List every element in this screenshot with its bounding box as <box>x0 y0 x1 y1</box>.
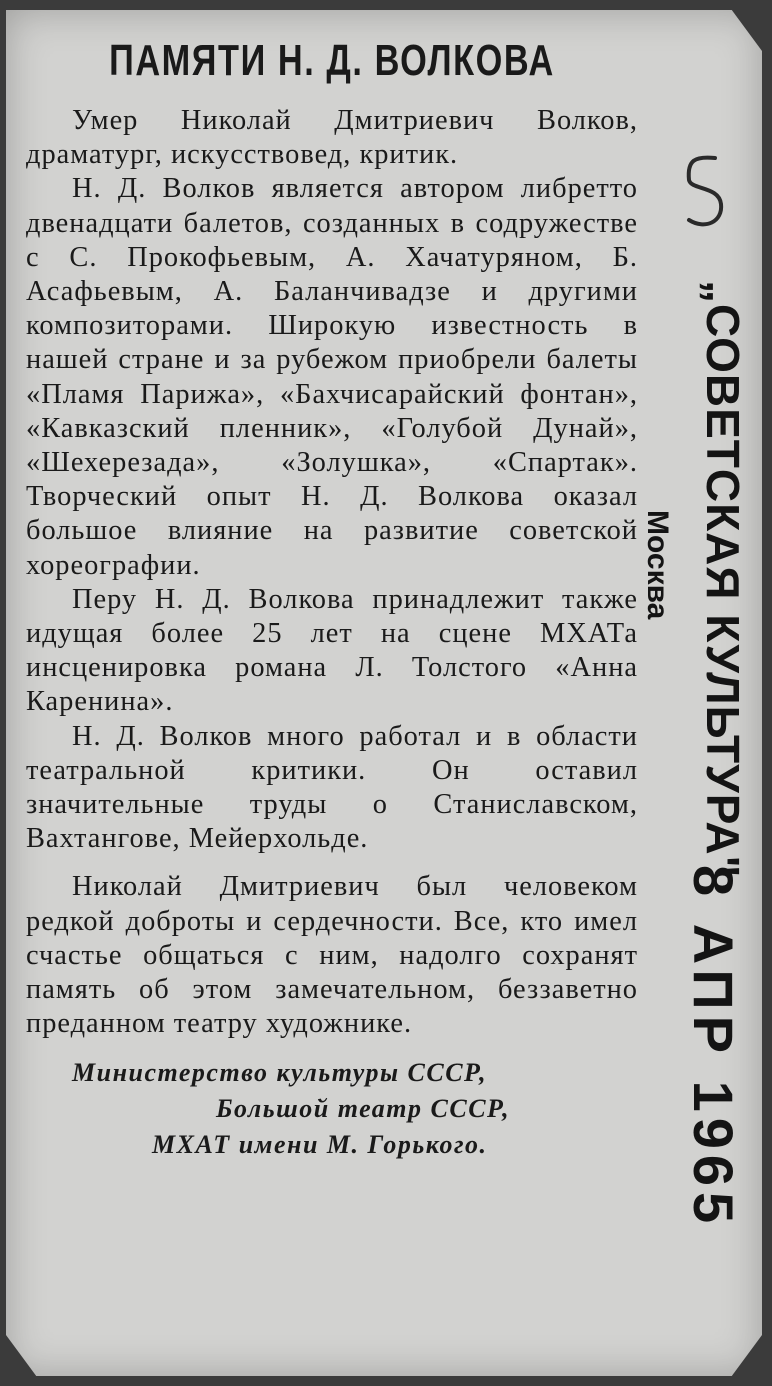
paragraph-2: Н. Д. Волков является автором либретто двенадцати балетов, созданных в содружестве с С. Прокофьевым, А. Хачатуряном, Б. Асафьевым, А. Баланчивадзе и другими композиторами. Широкую известность в нашей стране и за рубежом приобрели балеты «Пламя Парижа», «Бахчисарайский фонтан», «Кавказский пленник», «Голубой Дунай», «Шехерезада», «Золушка», «Спартак». Творческий опыт Н. Д. Волкова оказал большое влияние на развитие советской хореографии. <box>26 173 638 581</box>
obituary-article <box>26 30 638 1163</box>
signature-mxat: МХАТ имени М. Горького. <box>152 1130 488 1160</box>
paragraph-3: Перу Н. Д. Волкова принадлежит также идущая более 25 лет на сцене МХАТа инсценировка романа Л. Толстого «Анна Каренина». <box>26 583 638 718</box>
stamp-date: 8 АПР 1965 <box>682 865 745 1230</box>
signature-ministry: Министерство культуры СССР, <box>72 1058 488 1088</box>
paragraph-5: Николай Дмитриевич был человеком редкой доброты и сердечности. Все, кто имел счастье общаться с ним, надолго сохранят память об этом замечательном, беззаветно преданном театру художнике. <box>26 871 638 1040</box>
signature-block <box>26 1055 638 1163</box>
stamp-newspaper-name: „СОВЕТСКАЯ КУЛЬТУРА" <box>697 280 749 879</box>
headline: ПАМЯТИ Н. Д. ВОЛКОВА <box>109 36 555 85</box>
newspaper-stamp <box>596 150 766 1230</box>
signature-bolshoi: Большой театр СССР, <box>216 1094 511 1124</box>
stamp-city: Москва <box>641 510 674 620</box>
paragraph-4: Н. Д. Волков много работал и в области театральной критики. Он оставил значительные труды о Станиславском, Вахтангове, Мейерхольде. <box>26 720 638 855</box>
paragraph-1: Умер Николай Дмитриевич Волков, драматург, искусствовед, критик. <box>26 105 638 171</box>
article-body <box>26 104 638 1041</box>
